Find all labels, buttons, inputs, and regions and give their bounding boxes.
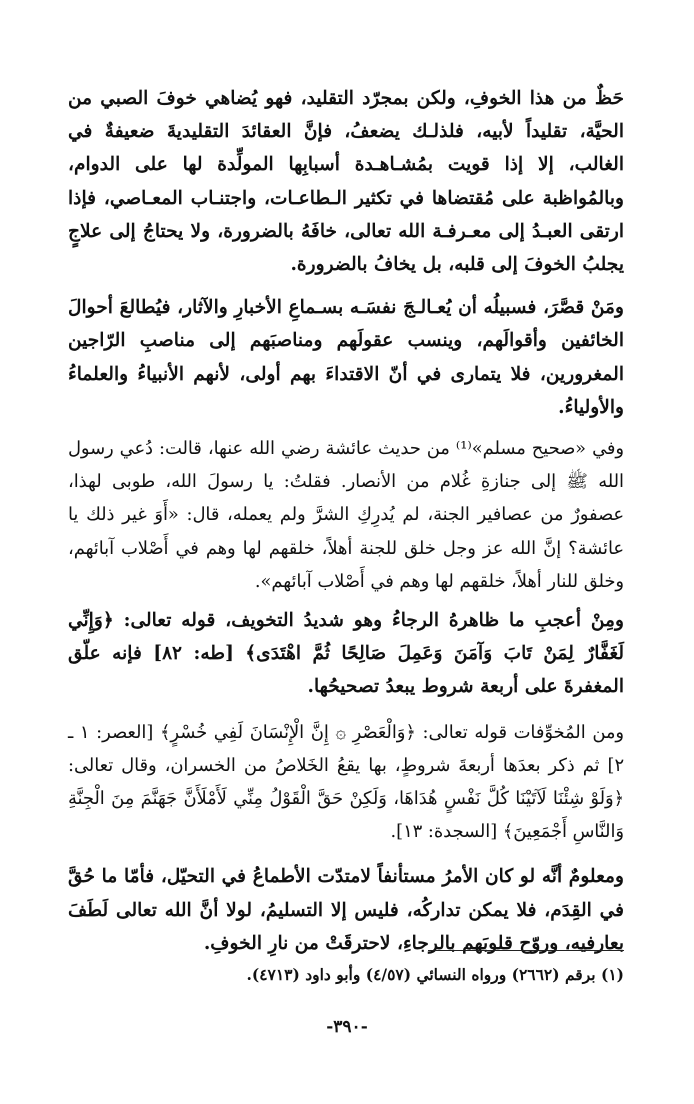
footnote: (١) برقم (٢٦٦٢) ورواه النسائي (٤/٥٧) وأبو داود (٤٧١٣).: [246, 965, 624, 984]
page-body: [68, 82, 624, 960]
paragraph-fear-by-imitation: حَظٌ من هذا الخوفِ، ولكن بمجرّد التقليد، فهو يُضاهي خوفَ الصبي من الحيَّة، تقليداً لأبيه، فلذلـك يضعفُ، فإنَّ العقائدَ التقليديةَ ضعيفةٌ في الغالب، إلا إذا قويت بمُشـاهـدة أسبابِها المولِّدة لها على الدوام، وبالمُواظبة على مُقتضاها في تكثير الـطاعـات، واجتنـاب المعـاصي، فإذا ارتقى العبـدُ إلى معـرفـة الله تعالى، خافَهُ بالضرورة، ولا يحتاجُ إلى علاجٍ يجلبُ الخوفَ إلى قلبه، بل يخافُ بالضرورة.: [68, 88, 624, 276]
paragraph-verse-taha: ومِنْ أعجبِ ما ظاهرهُ الرجاءُ وهو شديدُ التخويف، قوله تعالى: ﴿وَإِنِّي لَغَفَّارٌ لِمَنْ تَابَ وَآمَنَ وَعَمِلَ صَالِحًا ثُمَّ اهْتَدَى﴾ [طه: ٨٢] فإنه علّق المغفرةَ على أربعة شروط يبعدُ تصحيحُها.: [68, 610, 624, 698]
paragraph-remedy-for-negligent: ومَنْ قصَّرَ، فسبيلُه أن يُعـالـجَ نفسَـه بسـماعِ الأخبارِ والآثار، فيُطالعَ أحوالَ الخائفين وأقوالَهم، وينسب عقولَهم ومناصبَهم إلى مناصبِ الرّاجين المغرورين، فلا يتمارى في أنّ الاقتداءَ بهم أولى، لأنهم الأنبياءُ والعلماءُ والأولياءُ.: [68, 297, 624, 418]
paragraph-hadith-aisha: وفي «صحيح مسلم»⁽¹⁾ من حديث عائشة رضي الله عنها، قالت: دُعي رسول الله ﷺ إلى جنازةِ غُلام من الأنصار. فقلتُ: يا رسولَ الله، طوبى لهذا، عصفورٌ من عصافير الجنة، لم يُدرِكِ الشرَّ ولم يعمله، قال: «أَوَ غير ذلك يا عائشة؟ إنَّ الله عز وجل خلق للجنة أهلاً، خلقهم لها وهم في أَصْلاب آبائهم، وخلق للنار أهلاً، خلقهم لها وهم في أَصْلاب آبائهم».: [68, 438, 624, 592]
footnote-divider: [428, 950, 624, 951]
page-number: -٣٩٠-: [326, 1017, 368, 1037]
paragraph-closing: ومعلومٌ أنَّه لو كان الأمرُ مستأنفاً لامتدّت الأطماعُ في التحيّل، فأمّا ما حُقَّ في القِدَم، فلا يمكن تداركُه، فليس إلا التسليمُ، لولا أنَّ الله تعالى لَطَفَ بعارفيه، وروّح قلوبَهم بالرجاءِ، لاحترقَتْ من نارِ الخوفِ.: [68, 866, 624, 954]
paragraph-verse-asr-sajda: ومن المُخوِّفات قوله تعالى: ﴿وَالْعَصْرِ ۞ إِنَّ الْإِنْسَانَ لَفِي خُسْرٍ﴾ [العصر: ١ ـ ٢] ثم ذكر بعدَها أربعةَ شروطٍ، بها يقعُ الخَلاصُ من الخسران، وقال تعالى: ﴿وَلَوْ شِئْنَا لَآتَيْنَا كُلَّ نَفْسٍ هُدَاهَا، وَلَكِنْ حَقَّ الْقَوْلُ مِنِّي لَأَمْلَأَنَّ جَهَنَّمَ مِنَ الْجِنَّةِ وَالنَّاسِ أَجْمَعِينَ﴾ [السجدة: ١٣].: [68, 721, 624, 843]
